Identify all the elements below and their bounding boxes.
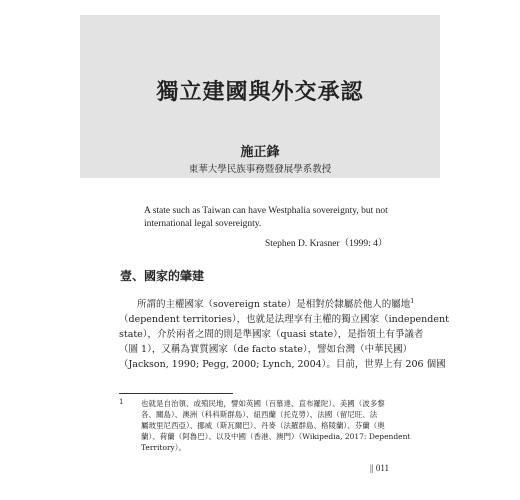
footnote-line: 各、關島）、澳洲（科科斯群島）、紐西蘭（托克勞）、法國（留尼旺、法 xyxy=(141,410,378,419)
footnote-line: 蘭）、荷蘭（阿魯巴）、以及中國（香港、澳門）（Wikipedia, 2017: Dependent xyxy=(141,432,411,441)
body-line: （圖 1），又稱為實質國家（de facto state），譬如台灣（中華民國） xyxy=(119,344,413,355)
section-heading: 壹、國家的肇建 xyxy=(120,269,205,283)
author-affiliation: 東華大學民族事務暨發展學系教授 xyxy=(188,164,332,175)
footnote-line: 也就是自治領、或殖民地，譬如英國（百慕達、直布羅陀）、美國（波多黎 xyxy=(141,399,385,408)
author-name: 施正鋒 xyxy=(240,145,280,160)
footnote-text xyxy=(141,398,411,453)
footnote-line: 屬玻里尼西亞）、挪威（斯瓦爾巴）、丹麥（法羅群島、格陵蘭）、芬蘭（奧 xyxy=(141,421,385,430)
epigraph-quote: A state such as Taiwan can have Westphalia sovereignty, but not international legal sovereignty. xyxy=(144,206,388,229)
body-line: （Jackson, 1990; Pegg, 2000; Lynch, 2004）。目前，世界上有 206 個國 xyxy=(119,359,446,370)
footnote-divider xyxy=(119,393,233,394)
body-line xyxy=(119,297,415,312)
footnote-number: 1 xyxy=(119,398,124,406)
footnote-ref[interactable]: 1 xyxy=(410,297,415,305)
body-paragraph xyxy=(119,297,449,372)
title-banner xyxy=(80,15,440,178)
page-number-value: 011 xyxy=(375,463,390,473)
epigraph-attribution: Stephen D. Krasner（1999: 4） xyxy=(265,239,388,249)
page-number: || 011 xyxy=(370,463,390,473)
body-line: （dependent territories），也就是法理享有主權的獨立國家（independent xyxy=(119,314,449,325)
footnote-line: Territory）。 xyxy=(141,443,187,452)
body-line: state），介於兩者之間的則是準國家（quasi state），是指領土有爭議者 xyxy=(119,329,424,340)
article-title: 獨立建國與外交承認 xyxy=(156,79,364,105)
body-line-text: 所謂的主權國家（sovereign state）是相對於隸屬於他人的屬地 xyxy=(137,299,411,310)
